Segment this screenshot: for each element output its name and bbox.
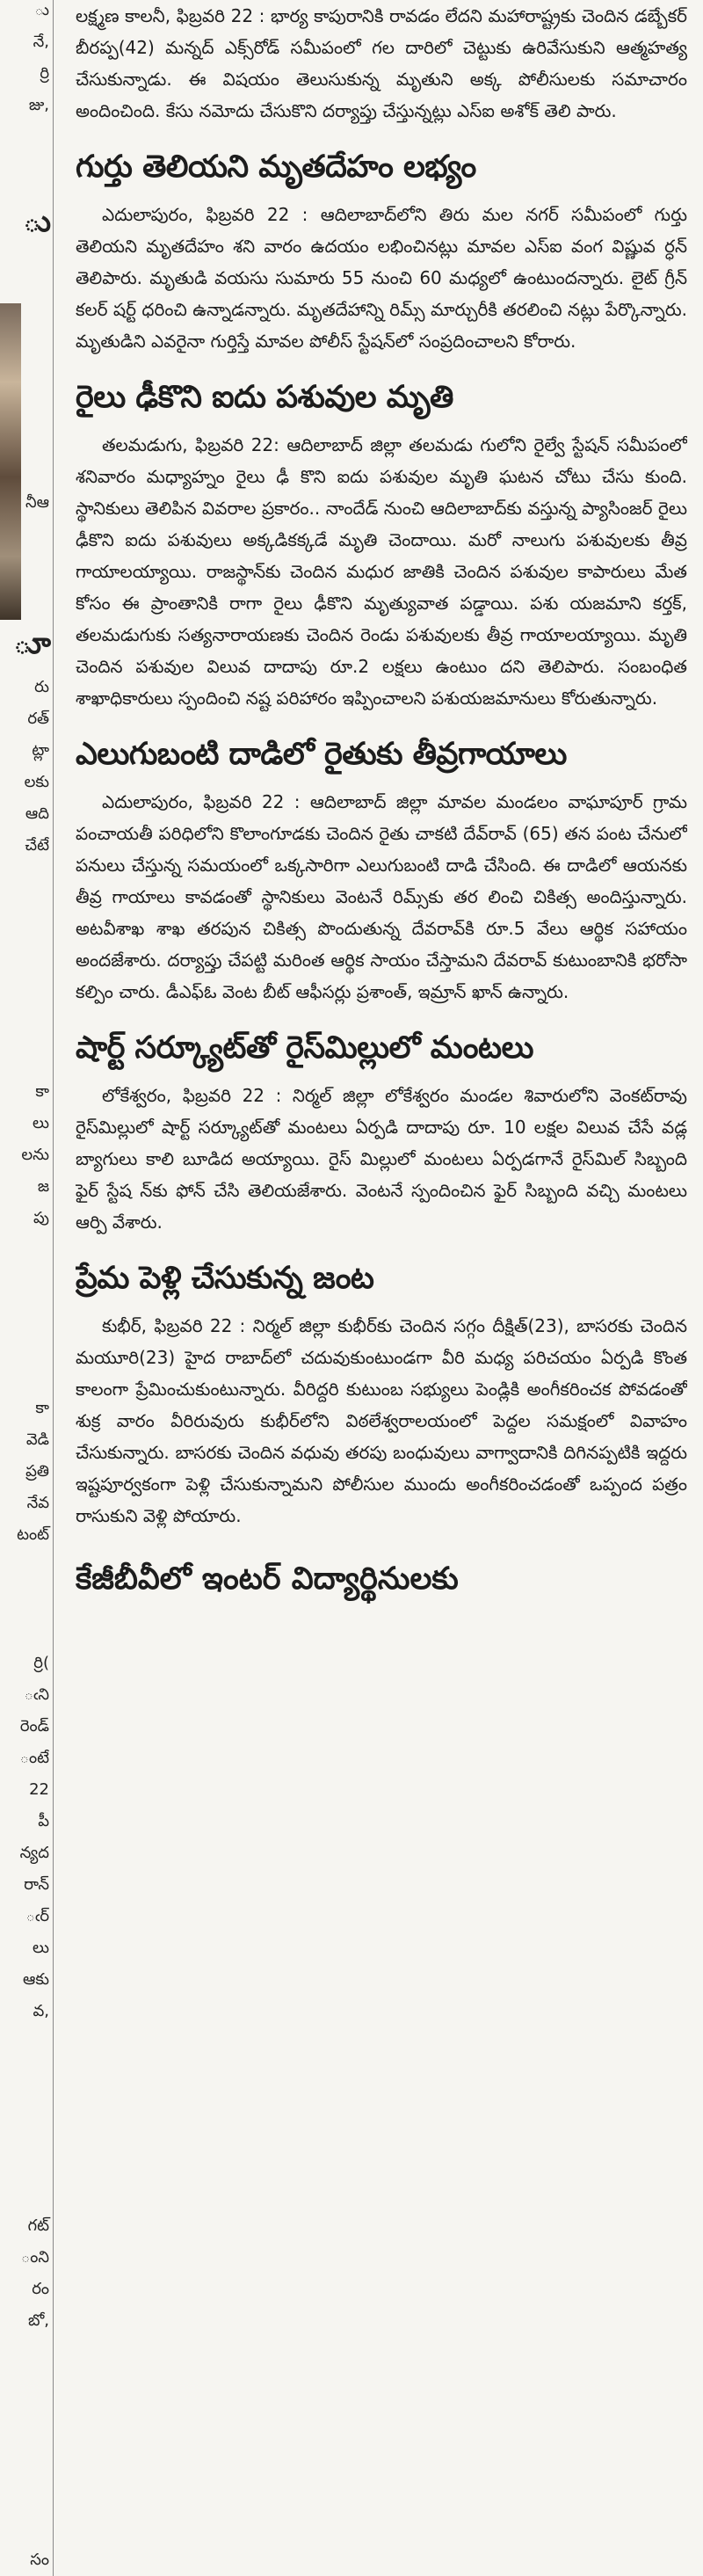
left-fragment-text: జ xyxy=(37,1177,49,1196)
left-fragment-text: ఆకు xyxy=(23,1970,49,1989)
articles-container xyxy=(76,0,687,1547)
left-fragment-text: రం xyxy=(32,2280,49,2298)
left-fragment-text: ు xyxy=(34,1,49,19)
article-train-cattle xyxy=(76,378,687,730)
left-fragment-text: ర్రి xyxy=(40,64,49,83)
left-fragment-text: లు xyxy=(33,1939,49,1957)
article-bear-attack xyxy=(76,735,687,1023)
article-top-continuation xyxy=(76,0,687,142)
article-paragraph: లోకేశ్వరం, ఫిబ్రవరి 22 : నిర్మల్ జిల్లా లోకేశ్వరం మండల శివారులోని వెంకట్‌రావు రైస్‌మిల్లులో షార్ట్ సర్క్యూట్‌తో మంటలు ఏర్పడి దాదాపు రూ. 10 లక్షల విలువ చేసే వడ్ల బ్యాగులు కాలి బూడిద అయ్యాయి. రైస్ మిల్లులో మంటలు ఏర్పడగానే రైస్‌మిల్ సిబ్బంది ఫైర్ స్టేష న్‌కు ఫోన్ చేసి తెలియజేశారు. వెంటనే స్పందించిన ఫైర్ సిబ్బంది వచ్చి మంటలు ఆర్పి వేశారు. xyxy=(76,1085,687,1233)
left-fragment-text: ర్రి( xyxy=(33,1654,49,1672)
article-paragraph: ఎదులాపురం, ఫిబ్రవరి 22 : ఆదిలాబాద్‌లోని తిరు మల నగర్ సమీపంలో గుర్తు తెలియని మృతదేహం శని వారం ఉదయం లభించినట్లు మావల ఎస్ఐ వంగ విష్ణువ ర్ధన్ తెలిపారు. మృతుడి వయసు సుమారు 55 నుంచి 60 మధ్యలో ఉంటుందన్నారు. లైట్ గ్రీన్ కలర్ షర్ట్ ధరించి ఉన్నాడన్నారు. మృతదేహాన్ని రిమ్స్ మార్చురీకి తరలించి నట్లు పేర్కొన్నారు. మృతుడిని ఎవరైనా గుర్తిస్తే మావల పోలీస్ స్టేషన్‌లో సంప్రదించాలని కోరారు. xyxy=(76,204,687,352)
left-fragment-text: రు xyxy=(34,678,49,696)
article-headline: రైలు ఢీకొని ఐదు పశువుల మృతి xyxy=(76,380,453,415)
article-paragraph: లక్ష్మణ కాలనీ, ఫిబ్రవరి 22 : భార్య కాపురానికి రావడం లేదని మహారాష్ట్రకు చెందిన డబ్బేకర్ బీరప్ప(42) మన్నద్ ఎక్స్‌రోడ్ సమీపంలో గల దారిలో చెట్టుకు ఉరివేసుకుని ఆత్మహత్య చేసుకున్నాడు. ఈ విషయం తెలుసుకున్న మృతుని అక్క పోలీసులకు సమాచారం అందించింది. కేసు నమోదు చేసుకొని దర్యాప్తు చేస్తున్నట్లు ఎస్ఐ అశోక్ తెలి పారు. xyxy=(76,5,687,121)
left-fragment-text: రాన్ xyxy=(24,1875,49,1894)
main-column xyxy=(76,0,687,2576)
left-fragment-text: ఁని xyxy=(24,1685,49,1704)
left-fragment-text: రెండ్ xyxy=(19,1717,49,1736)
left-fragment-text: ప్రతి xyxy=(25,1462,49,1481)
article-headline: గుర్తు తెలియని మృతదేహం లభ్యం xyxy=(76,149,476,185)
left-fragment-text: న్యద xyxy=(19,1844,49,1862)
left-column-fragment xyxy=(0,0,54,2576)
article-unidentified-body xyxy=(76,148,687,373)
article-paragraph: కుభీర్, ఫిబ్రవరి 22 : నిర్మల్ జిల్లా కుభీర్‌కు చెందిన సగ్గం దీక్షిత్(23), బాసరకు చెందిన మయూరి(23) హైద రాబాద్‌లో చదువుకుంటుండగా వీరి మధ్య పరిచయం ఏర్పడి కొంత కాలంగా ప్రేమించుకుంటున్నారు. వీరిద్దరి కుటుంబ సభ్యులు పెండ్లికి అంగీకరించక పోవడంతో శుక్ర వారం వీరిరువురు కుభీర్‌లోని విఠలేశ్వరాలయంలో పెద్దల సమక్షంలో వివాహం చేసుకున్నారు. బాసరకు చెందిన వధువు తరపు బంధువులు వాగ్వాదానికి దిగినప్పటికి ఇద్దరు ఇష్టపూర్వకంగా పెళ్లి చేసుకున్నామని పోలీసుల ముందు అంగీకరించడంతో ఒప్పంద పత్రం రాసుకుని వెళ్లి పోయారు. xyxy=(76,1315,687,1526)
bottom-headline: కేజీబీవీలో ఇంటర్ విద్యార్థినులకు xyxy=(76,1561,459,1597)
article-love-marriage xyxy=(76,1259,687,1547)
left-fragment-text: లకు xyxy=(24,773,49,791)
left-fragment-text: వెడి xyxy=(25,1430,49,1449)
left-fragment-text: బో, xyxy=(27,2311,49,2330)
article-headline: ప్రేమ పెళ్లి చేసుకున్న జంట xyxy=(76,1261,374,1296)
left-fragment-text: ూ xyxy=(13,626,51,661)
left-fragment-text: లను xyxy=(21,1146,49,1164)
left-fragment-text: ట్లా xyxy=(32,741,49,760)
left-fragment-text: చేటే xyxy=(25,836,49,855)
left-fragment-text: నీఆ xyxy=(25,493,49,512)
left-fragment-text: కా xyxy=(35,1082,49,1101)
left-fragment-text: 22 xyxy=(29,1780,49,1799)
left-fragment-text: జు, xyxy=(28,96,49,114)
left-fragment-text: నే, xyxy=(33,33,49,51)
left-fragment-text: ఁర్ xyxy=(25,1907,49,1925)
left-fragment-text: ఆది xyxy=(25,804,49,823)
left-fragment-text: రత్ xyxy=(27,709,49,728)
left-fragment-text: పీ xyxy=(38,1812,49,1830)
article-paragraph: ఎదులాపురం, ఫిబ్రవరి 22 : ఆదిలాబాద్ జిల్లా మావల మండలం వాఘాపూర్ గ్రామ పంచాయతీ పరిధిలోని కొలాంగూడకు చెందిన రైతు చాకటి దేవ్‌రావ్ (65) తన పంట చేనులో పనులు చేస్తున్న సమయంలో ఒక్కసారిగా ఎలుగుబంటి దాడి చేసింది. ఈ దాడిలో ఆయనకు తీవ్ర గాయాలు కావడంతో స్థానికులు వెంటనే రిమ్స్‌కు తర లించి చికిత్స అందిస్తున్నారు. అటవీశాఖ శాఖ తరపున చికిత్స పొందుతున్న దేవరావ్‌కి రూ.5 వేలు ఆర్థిక సహాయం అందజేశారు. దర్యాప్తు చేపట్టి మరింత ఆర్థిక సాయం చేస్తామని దేవరావ్ కుటుంబానికి భరోసా కల్పిం చారు. డీఎఫ్ఓ వెంట బీట్ ఆఫీసర్లు ప్రశాంత్, ఇమ్రాన్ ఖాన్ ఉన్నారు. xyxy=(76,791,687,1002)
article-rice-mill-fire xyxy=(76,1029,687,1254)
left-fragment-text: ంని xyxy=(20,2248,49,2267)
left-fragment-text: గట్ xyxy=(27,2216,49,2235)
left-fragment-text: సం xyxy=(30,2551,49,2569)
article-headline: షార్ట్ సర్క్యూట్‌తో రైస్‌మిల్లులో మంటలు xyxy=(76,1030,533,1066)
article-headline: ఎలుగుబంటి దాడిలో రైతుకు తీవ్రగాయాలు xyxy=(76,737,567,772)
left-fragment-text: లు xyxy=(33,1114,49,1132)
left-fragment-text: ు xyxy=(23,204,51,239)
left-fragment-text: వ, xyxy=(33,2002,49,2020)
article-paragraph: తలమడుగు, ఫిబ్రవరి 22: ఆదిలాబాద్ జిల్లా తలమడు గులోని రైల్వే స్టేషన్ సమీపంలో శనివారం మధ్యాహ్నం రైలు ఢీ కొని ఐదు పశువుల మృతి ఘటన చోటు చేసు కుంది. స్థానికులు తెలిపిన వివరాల ప్రకారం.. నాందేడ్ నుంచి ఆదిలాబాద్‌కు వస్తున్న ప్యాసింజర్ రైలు ఢీకొని ఐదు పశువులు అక్కడికక్కడే మృతి చెందాయి. మరో నాలుగు పశువులకు తీవ్ర గాయాలయ్యాయి. రాజస్థాన్‌కు చెందిన మధుర జాతికి చెందిన పశువుల కాపారులు మేత కోసం ఈ ప్రాంతానికి రాగా రైలు ఢీకొని మృత్యువాత పడ్డాయి. పశు యజమాని కర్తక్, తలమడుగుకు సత్యనారాయణకు చెందిన రెండు పశువులకు తీవ్ర గాయాలయ్యాయి. మృతి చెందిన పశువుల విలువ దాదాపు రూ.2 లక్షలు ఉంటుం దని తెలిపారు. సంబంధిత శాఖాధికారులు స్పందించి నష్ట పరిహారం ఇప్పించాలని పశుయజమానులు కోరుతున్నారు. xyxy=(76,434,687,709)
left-fragment-text: కా xyxy=(35,1399,49,1417)
left-fragment-text: ంటే xyxy=(19,1749,49,1767)
left-fragment-text: నేవ xyxy=(26,1494,49,1512)
left-column-photo xyxy=(0,303,21,620)
left-fragment-text: పు xyxy=(33,1209,49,1227)
left-fragment-text: టంట్ xyxy=(17,1525,49,1544)
